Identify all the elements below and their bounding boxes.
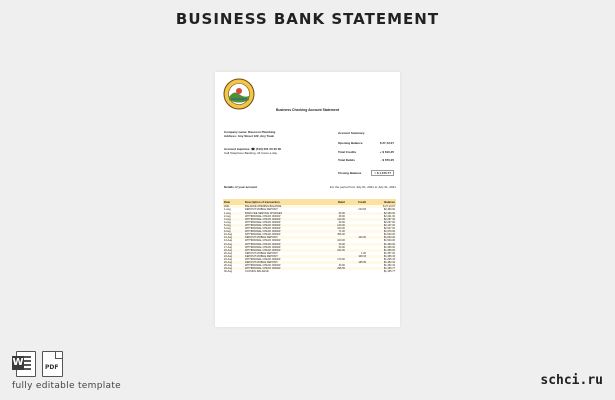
column-header-credit: Credit xyxy=(346,199,367,205)
cell-balance: $2,490.00 xyxy=(367,208,396,211)
account-inquiries: Account inquiries: ☎ (510) 001 00 00 00 xyxy=(224,147,282,151)
cell-date: 18-Aug xyxy=(223,249,244,252)
cell-balance: $1,465.33 xyxy=(367,255,396,258)
cell-balance: $1,155.77 xyxy=(367,267,396,270)
cell-balance: $2,267.00 xyxy=(367,221,396,224)
cell-credit: 186.99 xyxy=(346,261,367,264)
cell-debit: 71.00 xyxy=(326,230,346,233)
cell-balance: $1,976.00 xyxy=(367,230,396,233)
cell-description: WITHDRAWAL CHECK 00000# xyxy=(244,243,326,246)
cell-date: 10-Aug xyxy=(223,233,244,236)
column-header-balance: Balance xyxy=(367,199,396,205)
closing-balance-value: = $ 1,155.77 xyxy=(371,170,394,176)
cell-debit: 124.00 xyxy=(326,218,346,221)
cell-description: WITHDRAWAL CHECK 00000# xyxy=(244,215,326,218)
cell-date: 5-Aug xyxy=(223,224,244,227)
cell-description: DEPOSIT MOBILE DEPOSIT xyxy=(244,208,326,211)
cell-description: BANK FEE SERVICE CHARGES xyxy=(244,212,326,215)
cell-description: DEPOSIT MOBILE DEPOSIT xyxy=(244,255,326,258)
cell-date: 2021 xyxy=(223,205,244,208)
cell-debit: 120.00 xyxy=(326,224,346,227)
cell-date: 17-Aug xyxy=(223,246,244,249)
cell-balance: $ 27,13.07 xyxy=(367,205,396,208)
cell-date: 1-Aug xyxy=(223,212,244,215)
cell-balance: $1,520.00 xyxy=(367,233,396,236)
bank-seal-logo xyxy=(223,78,255,110)
pdf-icon-label: PDF xyxy=(45,364,59,371)
format-icons xyxy=(12,351,63,377)
cell-credit: 1.00 xyxy=(346,252,367,255)
total-credits-label: Total Credits xyxy=(338,149,357,154)
cell-description: WITHDRAWAL CHECK 00000# xyxy=(244,233,326,236)
cell-balance: $2,297.00 xyxy=(367,218,396,221)
account-summary xyxy=(338,131,394,177)
cell-balance: $1,357.00 xyxy=(367,252,396,255)
cell-balance: $1,155.77 xyxy=(367,270,396,273)
table-row xyxy=(223,270,396,273)
cell-date: 1-Aug xyxy=(223,208,244,211)
cell-date: 29-Aug xyxy=(223,267,244,270)
cell-credit: 100.00 xyxy=(346,236,367,239)
cell-date: 25-Aug xyxy=(223,261,244,264)
cell-credit: 213.93 xyxy=(346,208,367,211)
cell-description: WITHDRAWAL CHECK 00000# xyxy=(244,258,326,261)
cell-date: 4-Aug xyxy=(223,221,244,224)
cell-debit xyxy=(326,270,346,273)
cell-debit: 100.00 xyxy=(326,239,346,242)
cell-balance: $2,147.00 xyxy=(367,224,396,227)
cell-credit: 108.33 xyxy=(346,255,367,258)
cell-description: WITHDRAWAL CHECK 00000# xyxy=(244,224,326,227)
cell-debit: 30.00 xyxy=(326,246,346,249)
cell-credit xyxy=(346,270,367,273)
word-document-icon xyxy=(12,351,34,377)
cell-description: BALANCE OPENING BALANCE xyxy=(244,205,326,208)
cell-balance: $1,520.00 xyxy=(367,239,396,242)
cell-description: WITHDRAWAL CHECK 00000# xyxy=(244,264,326,267)
statement-document xyxy=(215,72,400,327)
cell-description: WITHDRAWAL CHECK 00000# xyxy=(244,239,326,242)
cell-balance: $1,460.00 xyxy=(367,246,396,249)
details-label: Details of your account xyxy=(224,185,258,189)
cell-balance: $1,482.32 xyxy=(367,261,396,264)
cell-debit: 39.00 xyxy=(326,215,346,218)
cell-date: 12-Aug xyxy=(223,236,244,239)
cell-date: 30-Aug xyxy=(223,270,244,273)
cell-debit: 100.00 xyxy=(326,227,346,230)
cell-date: 13-Aug xyxy=(223,239,244,242)
page-title: BUSINESS BANK STATEMENT xyxy=(175,10,440,28)
total-debits-label: Total Debits xyxy=(338,158,355,163)
cell-debit: 170.00 xyxy=(326,258,346,261)
cell-description: CLOSING BALANCE xyxy=(244,270,326,273)
cell-date: 23-Aug xyxy=(223,255,244,258)
statement-title: Business Checking Account Statement xyxy=(276,108,339,112)
cell-date: 6-Aug xyxy=(223,227,244,230)
pdf-document-icon xyxy=(41,351,63,377)
cell-balance: $1,452.32 xyxy=(367,264,396,267)
cell-date: 16-Aug xyxy=(223,243,244,246)
column-header-description: Description of transaction xyxy=(244,199,326,205)
cell-debit: 30.00 xyxy=(326,212,346,215)
opening-balance-label: Opening Balance xyxy=(338,141,363,146)
cell-balance: $2,047.00 xyxy=(367,227,396,230)
brand-watermark: schci.ru xyxy=(540,373,603,388)
cell-debit: 296.55 xyxy=(326,267,346,270)
cell-description: WITHDRAWAL CHECK 00000# xyxy=(244,221,326,224)
cell-description: WITHDRAWAL CHECK 00000# xyxy=(244,267,326,270)
cell-balance: $2,421.00 xyxy=(367,215,396,218)
column-header-date: Date xyxy=(223,199,244,205)
company-address: Address: Any Street 122, Any Town xyxy=(224,134,275,138)
cell-date: 24-Aug xyxy=(223,258,244,261)
cell-date: 9-Aug xyxy=(223,230,244,233)
cell-balance: $1,490.00 xyxy=(367,243,396,246)
cell-description: WITHDRAWAL CHECK 00000# xyxy=(244,218,326,221)
cell-balance: $1,295.33 xyxy=(367,258,396,261)
summary-heading: Account Summary xyxy=(338,131,365,135)
closing-balance-label: Closing Balance xyxy=(338,170,362,175)
cell-balance: $1,356.00 xyxy=(367,249,396,252)
cell-debit: 104.00 xyxy=(326,249,346,252)
cell-balance: $2,460.00 xyxy=(367,212,396,215)
cell-date: 26-Aug xyxy=(223,264,244,267)
company-name: Company name: Raccoon Plumbing xyxy=(224,130,276,134)
cell-date: 2-Aug xyxy=(223,215,244,218)
opening-balance-value: $ 27,13.07 xyxy=(379,141,394,146)
total-debits-value: - $ 670.25 xyxy=(380,158,394,163)
column-header-debit: Debit xyxy=(326,199,346,205)
cell-description: WITHDRAWAL CHECK 00000# xyxy=(244,246,326,249)
cell-description: DEPOSIT MOBILE DEPOSIT xyxy=(244,236,326,239)
cell-description: WITHDRAWAL CHECK 00000# xyxy=(244,249,326,252)
cell-date: 20-Aug xyxy=(223,252,244,255)
cell-debit: 30.00 xyxy=(326,243,346,246)
template-caption: fully editable template xyxy=(12,381,121,391)
telephone-banking-note: Call Telephone Banking, 24 hours a day xyxy=(224,151,277,155)
total-credits-value: + $ 610.25 xyxy=(379,149,394,154)
cell-description: WITHDRAWAL CHECK 00000# xyxy=(244,230,326,233)
transactions-body xyxy=(223,205,396,273)
statement-period: For the period from July 01, 2021 to July 31, 2021 xyxy=(329,185,396,189)
cell-description: DEPOSIT MOBILE DEPOSIT xyxy=(244,252,326,255)
word-icon-letter: W xyxy=(12,357,24,368)
cell-debit: 456.00 xyxy=(326,233,346,236)
transactions-table xyxy=(223,199,396,273)
cell-debit: 30.00 xyxy=(326,221,346,224)
cell-debit: 30.00 xyxy=(326,264,346,267)
cell-description: WITHDRAWAL CHECK 00000# xyxy=(244,227,326,230)
cell-description: DEPOSIT MOBILE DEPOSIT xyxy=(244,261,326,264)
cell-balance: $1,620.00 xyxy=(367,236,396,239)
cell-date: 3-Aug xyxy=(223,218,244,221)
